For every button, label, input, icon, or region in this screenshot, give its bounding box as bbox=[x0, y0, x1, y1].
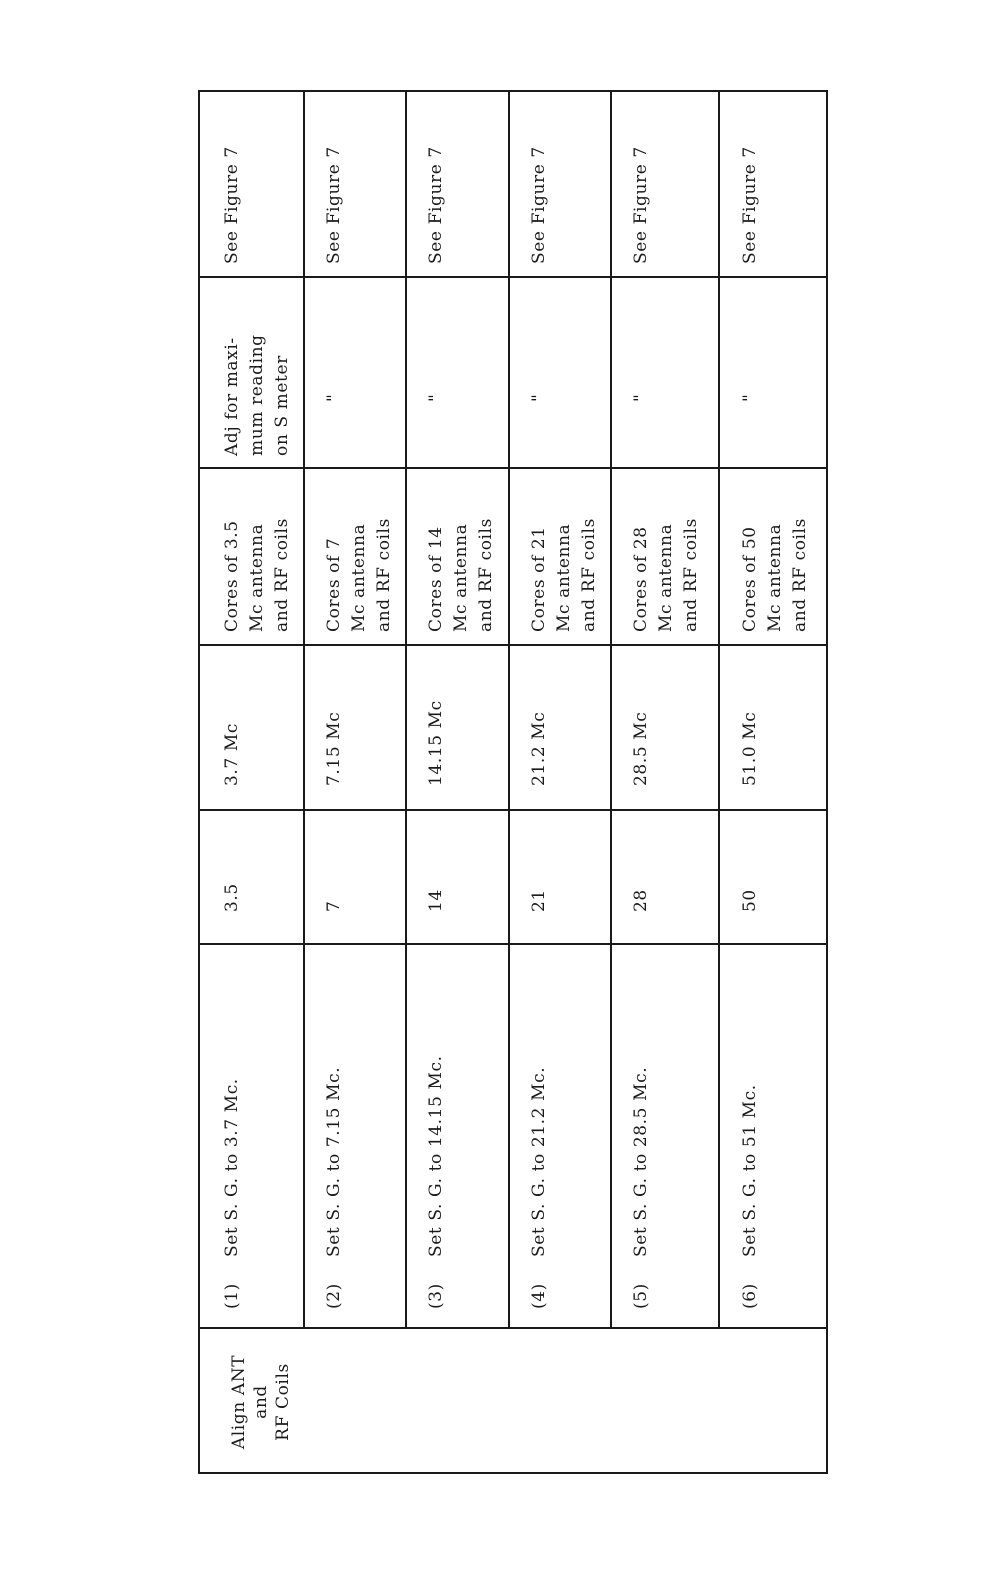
step-number: (4) bbox=[529, 1283, 549, 1309]
instruction: Set S. G. to 3.7 Mc. bbox=[222, 1078, 242, 1257]
table-frame bbox=[198, 90, 828, 1474]
row-divider bbox=[718, 92, 720, 1329]
band: 28 bbox=[631, 889, 651, 912]
reference: See Figure 7 bbox=[631, 146, 651, 264]
adjustment: Cores of 28 Mc antenna and RF coils bbox=[631, 518, 701, 632]
indication: " bbox=[324, 393, 344, 402]
reference: See Figure 7 bbox=[222, 146, 242, 264]
indication: " bbox=[740, 393, 760, 402]
column-divider bbox=[200, 810, 826, 812]
instruction: Set S. G. to 28.5 Mc. bbox=[631, 1066, 651, 1257]
indication: " bbox=[426, 393, 446, 402]
band: 50 bbox=[740, 889, 760, 912]
dial-setting: 14.15 Mc bbox=[426, 700, 446, 786]
row-divider bbox=[405, 92, 407, 1329]
reference: See Figure 7 bbox=[529, 146, 549, 264]
column-divider bbox=[200, 1328, 826, 1330]
dial-setting: 28.5 Mc bbox=[631, 711, 651, 786]
step-number: (1) bbox=[222, 1283, 242, 1309]
adjustment: Cores of 3.5 Mc antenna and RF coils bbox=[222, 518, 292, 632]
band: 14 bbox=[426, 889, 446, 912]
band: 3.5 bbox=[222, 883, 242, 912]
step-number: (6) bbox=[740, 1283, 760, 1309]
indication: " bbox=[529, 393, 549, 402]
column-divider bbox=[200, 645, 826, 647]
reference: See Figure 7 bbox=[740, 146, 760, 264]
adjustment: Cores of 14 Mc antenna and RF coils bbox=[426, 518, 496, 632]
row-divider bbox=[508, 92, 510, 1329]
instruction: Set S. G. to 21.2 Mc. bbox=[529, 1066, 549, 1257]
step-number: (5) bbox=[631, 1283, 651, 1309]
step-number: (3) bbox=[426, 1283, 446, 1309]
instruction: Set S. G. to 51 Mc. bbox=[740, 1084, 760, 1257]
dial-setting: 21.2 Mc bbox=[529, 711, 549, 786]
dial-setting: 3.7 Mc bbox=[222, 723, 242, 786]
adjustment: Cores of 7 Mc antenna and RF coils bbox=[324, 518, 394, 632]
band: 7 bbox=[324, 900, 344, 912]
dial-setting: 51.0 Mc bbox=[740, 711, 760, 786]
column-divider bbox=[200, 468, 826, 470]
row-divider bbox=[303, 92, 305, 1329]
instruction: Set S. G. to 14.15 Mc. bbox=[426, 1055, 446, 1257]
indication: Adj for maxi- mum reading on S meter bbox=[222, 334, 292, 456]
band: 21 bbox=[529, 889, 549, 912]
column-divider bbox=[200, 944, 826, 946]
dial-setting: 7.15 Mc bbox=[324, 711, 344, 786]
instruction: Set S. G. to 7.15 Mc. bbox=[324, 1066, 344, 1257]
adjustment: Cores of 50 Mc antenna and RF coils bbox=[740, 518, 810, 632]
column-divider bbox=[200, 277, 826, 279]
row-divider bbox=[610, 92, 612, 1329]
section-label: Align ANT and RF Coils bbox=[229, 1354, 293, 1450]
step-number: (2) bbox=[324, 1283, 344, 1309]
adjustment: Cores of 21 Mc antenna and RF coils bbox=[529, 518, 599, 632]
reference: See Figure 7 bbox=[324, 146, 344, 264]
rotated-alignment-table bbox=[198, 90, 828, 1474]
reference: See Figure 7 bbox=[426, 146, 446, 264]
indication: " bbox=[631, 393, 651, 402]
